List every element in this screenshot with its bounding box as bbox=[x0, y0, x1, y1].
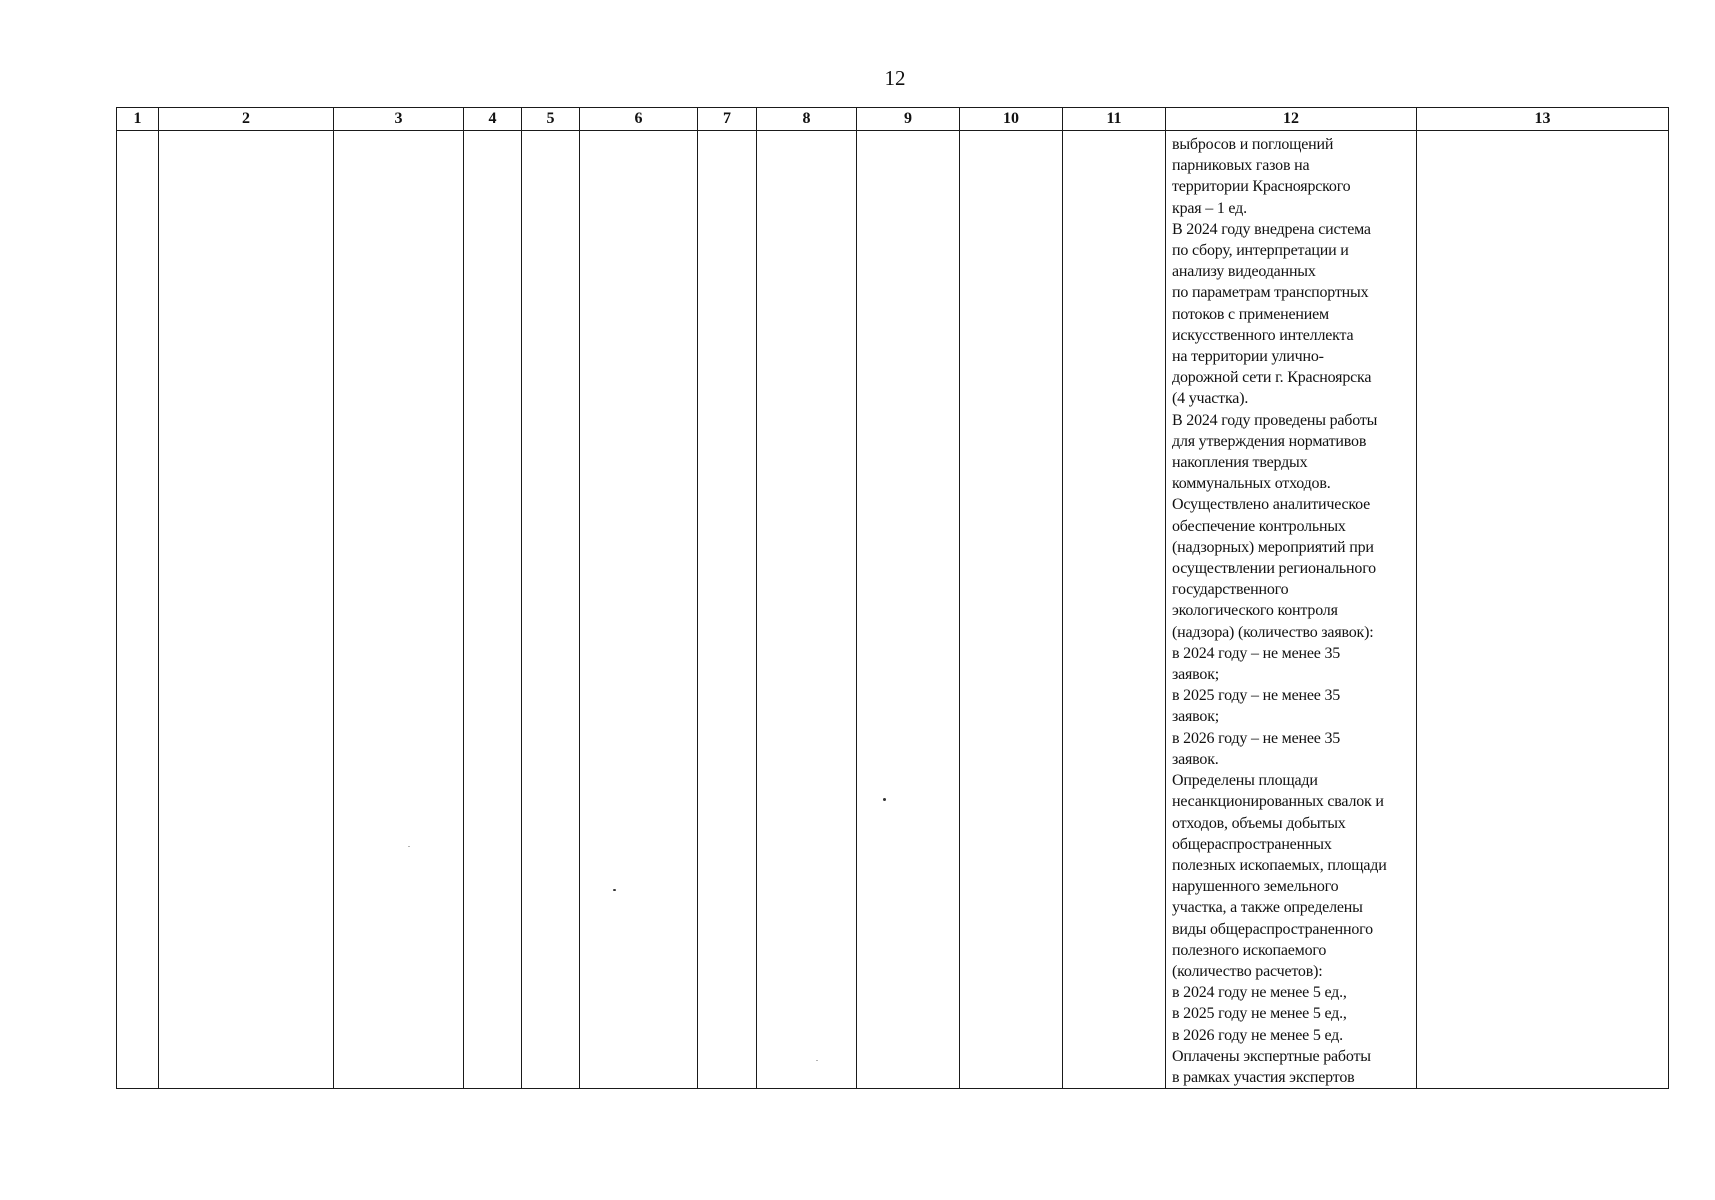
cell-col-12 bbox=[1166, 131, 1417, 1089]
scan-speck bbox=[613, 889, 616, 891]
table-header-row bbox=[117, 108, 1669, 131]
header-col-5: 5 bbox=[522, 108, 580, 131]
cell-col-4 bbox=[464, 131, 522, 1089]
scan-speck bbox=[883, 798, 886, 801]
table-row bbox=[117, 131, 1669, 1089]
header-col-2: 2 bbox=[159, 108, 334, 131]
header-col-8: 8 bbox=[757, 108, 857, 131]
header-col-1: 1 bbox=[117, 108, 159, 131]
cell-col-7 bbox=[698, 131, 757, 1089]
header-col-11: 11 bbox=[1063, 108, 1166, 131]
scan-speck bbox=[816, 1060, 818, 1061]
report-table bbox=[116, 107, 1669, 1089]
cell-col-9 bbox=[857, 131, 960, 1089]
header-col-10: 10 bbox=[960, 108, 1063, 131]
cell-col-5 bbox=[522, 131, 580, 1089]
cell-col-13 bbox=[1417, 131, 1669, 1089]
cell-col-1 bbox=[117, 131, 159, 1089]
page-number: 12 bbox=[884, 66, 906, 90]
cell-col-11 bbox=[1063, 131, 1166, 1089]
header-col-12: 12 bbox=[1166, 108, 1417, 131]
cell-col-10 bbox=[960, 131, 1063, 1089]
cell-col-8 bbox=[757, 131, 857, 1089]
cell-col-6 bbox=[580, 131, 698, 1089]
scan-speck bbox=[408, 846, 410, 847]
results-description-text: выбросов и поглощений парниковых газов на территории Красноярского края – 1 ед. В 2024 году внедрена система по сбору, интерпретации и анализу видеоданных по параметрам транспортных потоков с применением искусственного интеллекта на территории улично- дорожной сети г. Красноярска (4 участка). В 2024 году проведены работы для утверждения нормативов накопления твердых коммунальных отходов. Осуществлено аналитическое обеспечение контрольных (надзорных) мероприятий при осуществлении регионального государственного экологического контроля (надзора) (количество заявок): в 2024 году – не менее 35 заявок; в 2025 году – не менее 35 заявок; в 2026 году – не менее 35 заявок. Определены площади несанкционированных свалок и отходов, объемы добытых общераспространенных полезных ископаемых, площади нарушенного земельного участка, а также определены виды общераспространенного полезного ископаемого (количество расчетов): в 2024 году не менее 5 ед., в 2025 году не менее 5 ед., в 2026 году не менее 5 ед. Оплачены экспертные работы в рамках участия экспертов bbox=[1172, 136, 1387, 1086]
cell-col-3 bbox=[334, 131, 464, 1089]
header-col-9: 9 bbox=[857, 108, 960, 131]
cell-col-2 bbox=[159, 131, 334, 1089]
header-col-13: 13 bbox=[1417, 108, 1669, 131]
header-col-4: 4 bbox=[464, 108, 522, 131]
header-col-6: 6 bbox=[580, 108, 698, 131]
header-col-3: 3 bbox=[334, 108, 464, 131]
header-col-7: 7 bbox=[698, 108, 757, 131]
